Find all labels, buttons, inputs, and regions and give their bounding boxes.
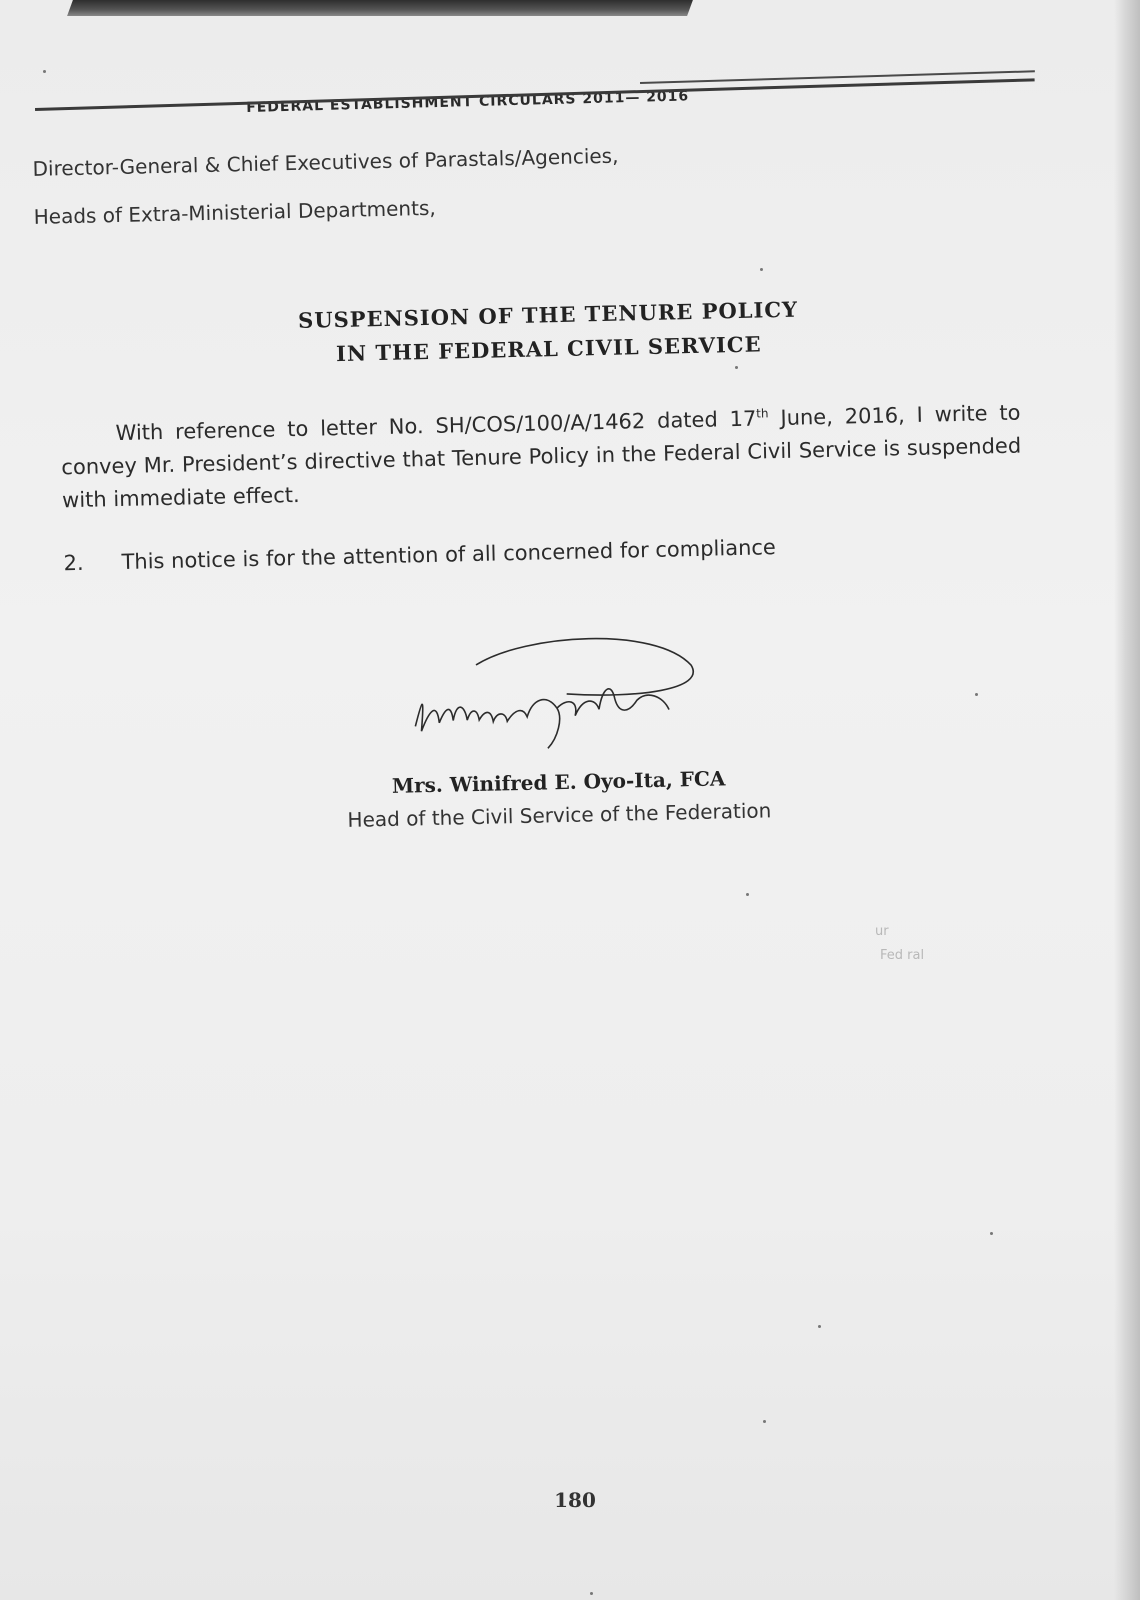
signatory-name: Mrs. Winifred E. Oyo-Ita, FCA xyxy=(391,766,726,798)
paragraph-number: 2. xyxy=(63,550,84,576)
bleed-through-text: ur xyxy=(875,924,889,939)
paragraph-1-text: With reference to letter No. SH/COS/100/A/1462 dated 17 xyxy=(115,406,757,446)
paper-speck xyxy=(975,693,978,696)
paragraph-1 xyxy=(60,392,1022,518)
paper-speck xyxy=(818,1325,821,1328)
paper-speck xyxy=(43,70,46,73)
ordinal-suffix: th xyxy=(756,406,769,421)
paper-speck xyxy=(760,268,763,271)
subject-title: SUSPENSION OF THE TENURE POLICY xyxy=(297,296,799,333)
paper-speck xyxy=(990,1232,993,1235)
handwritten-signature xyxy=(405,625,718,762)
bleed-through-text: Fed ral xyxy=(880,948,925,963)
paper-speck xyxy=(763,1420,766,1423)
paper-speck xyxy=(746,893,749,896)
paragraph-2 xyxy=(63,526,1024,581)
subject-title: IN THE FEDERAL CIVIL SERVICE xyxy=(335,331,762,367)
page-number: 180 xyxy=(554,1488,596,1512)
paper-speck xyxy=(590,1592,593,1595)
signatory-title: Head of the Civil Service of the Federation xyxy=(347,798,772,832)
running-header: FEDERAL ESTABLISHMENT CIRCULARS 2011— 2016 xyxy=(246,88,690,116)
addressee-line: Heads of Extra-Ministerial Departments, xyxy=(33,195,436,229)
paragraph-2-text: This notice is for the attention of all concerned for compliance xyxy=(121,535,777,574)
paper-speck xyxy=(735,366,738,369)
paragraph-1-text-cont: June, 2016, I write to convey Mr. President’s directive that Tenure Policy in the Federal Civil Service is suspended with immediate effect. xyxy=(61,400,1022,513)
addressee-line: Director-General & Chief Executives of Parastals/Agencies, xyxy=(32,143,619,181)
